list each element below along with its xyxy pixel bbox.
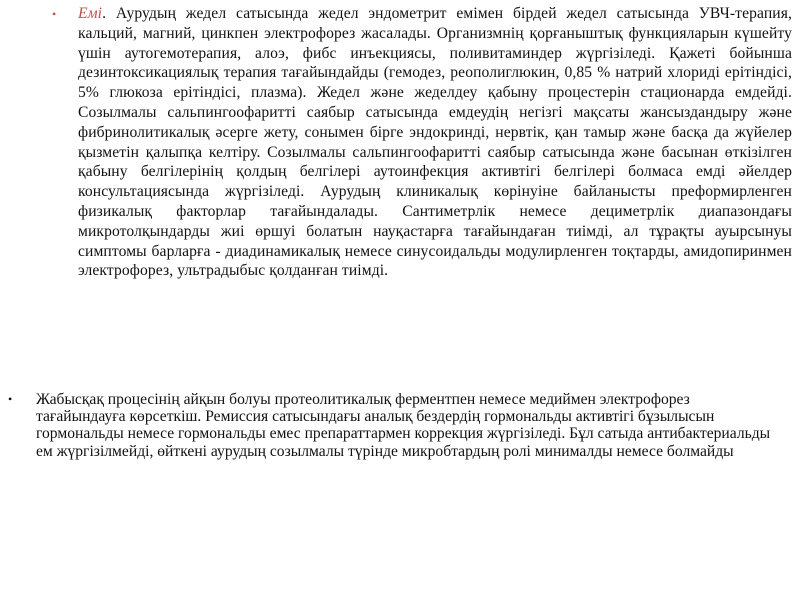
treatment-lead-word: Емі [78,5,103,22]
bullet-icon: • [52,7,57,21]
paragraph-treatment [78,4,792,281]
treatment-text: . Аурудың жедел сатысында жедел эндометрит емімен бірдей жедел сатысында УВЧ-терапия, кальций, магний, цинкпен электрофорез жасалады. Организмнің қорғаныштық функцияларын күшейту үшін аутогемотерапия, алоэ, фибс инъекциясы, поливитаминдер жүргізіледі. Қажеті бойынша дезинтоксикациялық терапия тағайындайды (гемодез, реополиглюкин, 0,85 % натрий хлориді ерітіндісі, 5% глюкоза ерітіндісі, плазма). Жедел және жеделдеу қабыну процестерін стационарда емдейді. Созылмалы сальпингоофаритті саябыр сатысында емдеудің негізгі мақсаты жансыздандыру және фибринолитикалық әсерге жету, сонымен бірге эндокринді, нервтік, қан тамыр және басқа да жүйелер қызметін қалыпқа келтіру. Созылмалы сальпингоофаритті саябыр сатысында және басынан өткізілген қабыну белгілерінің қолдың белгілері аутоинфекция активтігі белгілері болмаса емді әйелдер консультациясында жүргізіледі. Аурудың клиникалық көрінуіне байланысты преформирленген физикалық факторлар тағайындалады. Сантиметрлік немесе дециметрлік диапазондағы микротолқындарды жиі өршуі болатын науқастарға тағайындаған тиімді, ал тұрақты ауырсынуы симптомы барларға - диадинамикалық немесе синусоидальды модулирленген тоқтарды, амидопиринмен электрофорез, ультрадыбыс қолданған тиімді. [78,5,792,280]
list-item-adhesion [8,391,778,460]
bullet-icon: • [8,392,13,406]
list-item-treatment [52,4,792,281]
paragraph-adhesion: Жабысқақ процесінің айқын болуы протеолитикалық ферментпен немесе медиймен электрофорез тағайындауға көрсеткіш. Ремиссия сатысындағы аналық бездердің гормональды активтігі бұзылысын гормональды немесе гормональды емес препараттармен коррекция жүргізіледі. Бұл сатыда антибактериальды ем жүргізілмейді, өйткені аурудың созылмалы түрінде микробтардың ролі минималды немесе болмайды [36,391,771,460]
